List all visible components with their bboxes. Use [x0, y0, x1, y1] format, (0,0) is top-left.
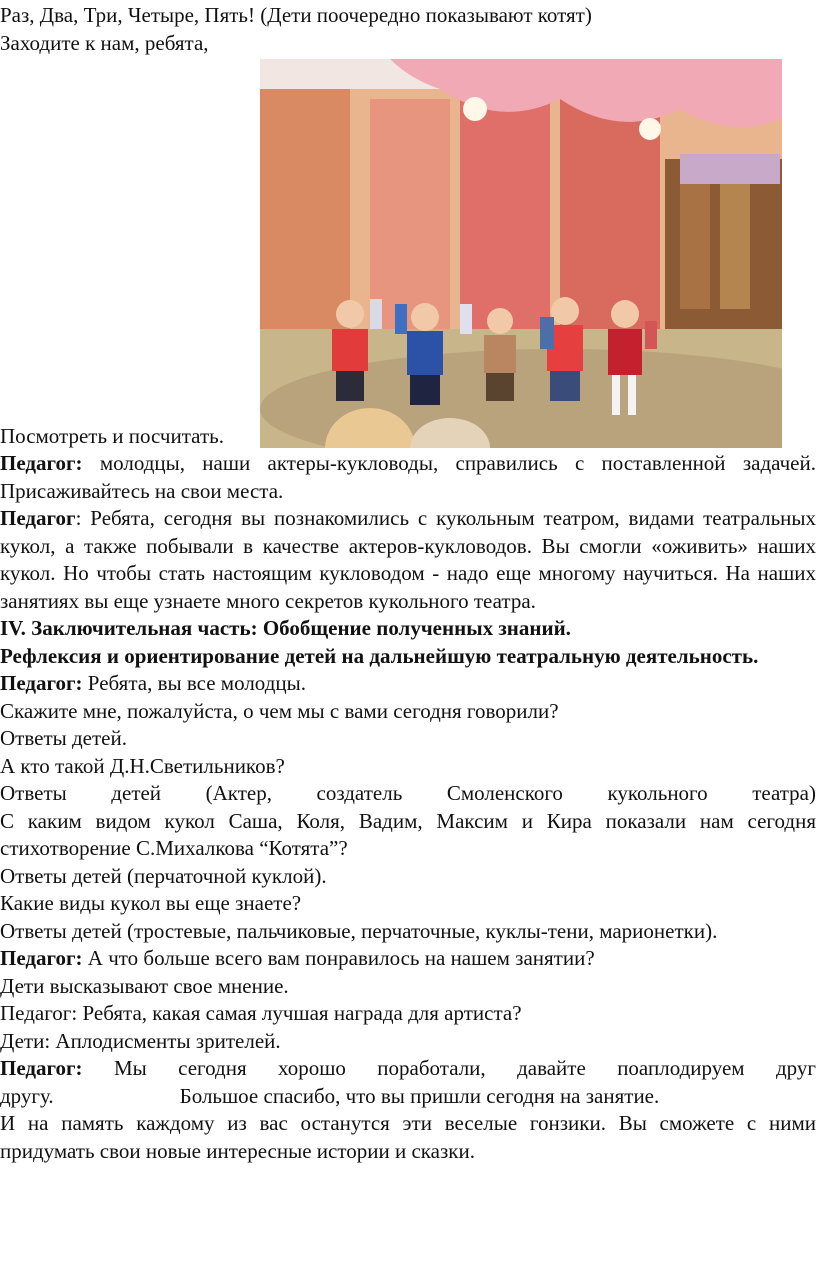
text-line: Дети: Аплодисменты зрителей.	[0, 1028, 281, 1053]
paragraph: Педагог: Ребята, вы все молодцы.	[0, 671, 306, 695]
paragraph-line: Педагог: Мы сегодня хорошо поработали, давайте поаплодируем друг	[0, 1056, 816, 1080]
text-line: А кто такой Д.Н.Светильников?	[0, 753, 285, 778]
text-line: Заходите к нам, ребята,	[0, 30, 209, 55]
text-line: Дети высказывают свое мнение.	[0, 973, 289, 998]
text-line: Ответы детей.	[0, 726, 127, 750]
speaker-label: Педагог:	[0, 671, 83, 695]
text-line: Какие виды кукол вы еще знаете?	[0, 891, 302, 915]
speaker-label: Педагог	[0, 506, 76, 530]
paragraph: Педагог: Ребята, сегодня вы познакомились с кукольным театром, видами театральных кукол, а также побывали в качестве актеров-кукловодов. Вы смогли «оживить» наших кукол. Но чтобы стать настоящим кукловодом - надо еще многому научиться. На наших занятиях вы еще узнаете много секретов кукольного театра.	[0, 506, 816, 613]
text-line: Раз, Два, Три, Четыре, Пять! (Дети поочередно показывают котят)	[0, 3, 592, 27]
speaker-label: Педагог:	[0, 946, 83, 970]
paragraph: И на память каждому из вас останутся эти веселые гонзики. Вы сможете с ними придумать свои новые интересные истории и сказки.	[0, 1111, 816, 1163]
photo-row	[0, 57, 816, 450]
paragraph: Педагог: А что больше всего вам понравилось на нашем занятии?	[0, 946, 595, 970]
classroom-photo	[260, 59, 782, 448]
text-line: Педагог: Ребята, какая самая лучшая награда для артиста?	[0, 1001, 522, 1025]
text-line: Ответы детей (перчаточной куклой).	[0, 863, 327, 888]
section-heading: IV. Заключительная часть: Обобщение полученных знаний.	[0, 616, 571, 640]
text-line: Скажите мне, пожалуйста, о чем мы с вами сегодня говорили?	[0, 698, 559, 723]
paragraph: Ответы детей (тростевые, пальчиковые, перчаточные, куклы-тени, марионетки).	[0, 918, 718, 943]
document-page	[0, 2, 816, 1165]
paragraph-line: другу. Большое спасибо, что вы пришли сегодня на занятие.	[0, 1083, 660, 1108]
section-subheading: Рефлексия и ориентирование детей на дальнейшую театральную деятельность.	[0, 643, 759, 668]
speaker-label: Педагог:	[0, 1056, 83, 1080]
paragraph: Педагог: молодцы, наши актеры-кукловоды, справились с поставленной задачей. Присаживайтесь на свои места.	[0, 451, 816, 503]
speaker-label: Педагог:	[0, 451, 83, 475]
children-puppet-show-image	[260, 59, 782, 448]
paragraph: С каким видом кукол Саша, Коля, Вадим, Максим и Кира показали нам сегодня стихотворение С.Михалкова “Котята”?	[0, 808, 816, 860]
text-line: Посмотреть и посчитать.	[0, 423, 224, 448]
text-line: Ответы детей (Актер, создатель Смоленского кукольного театра)	[0, 781, 816, 805]
